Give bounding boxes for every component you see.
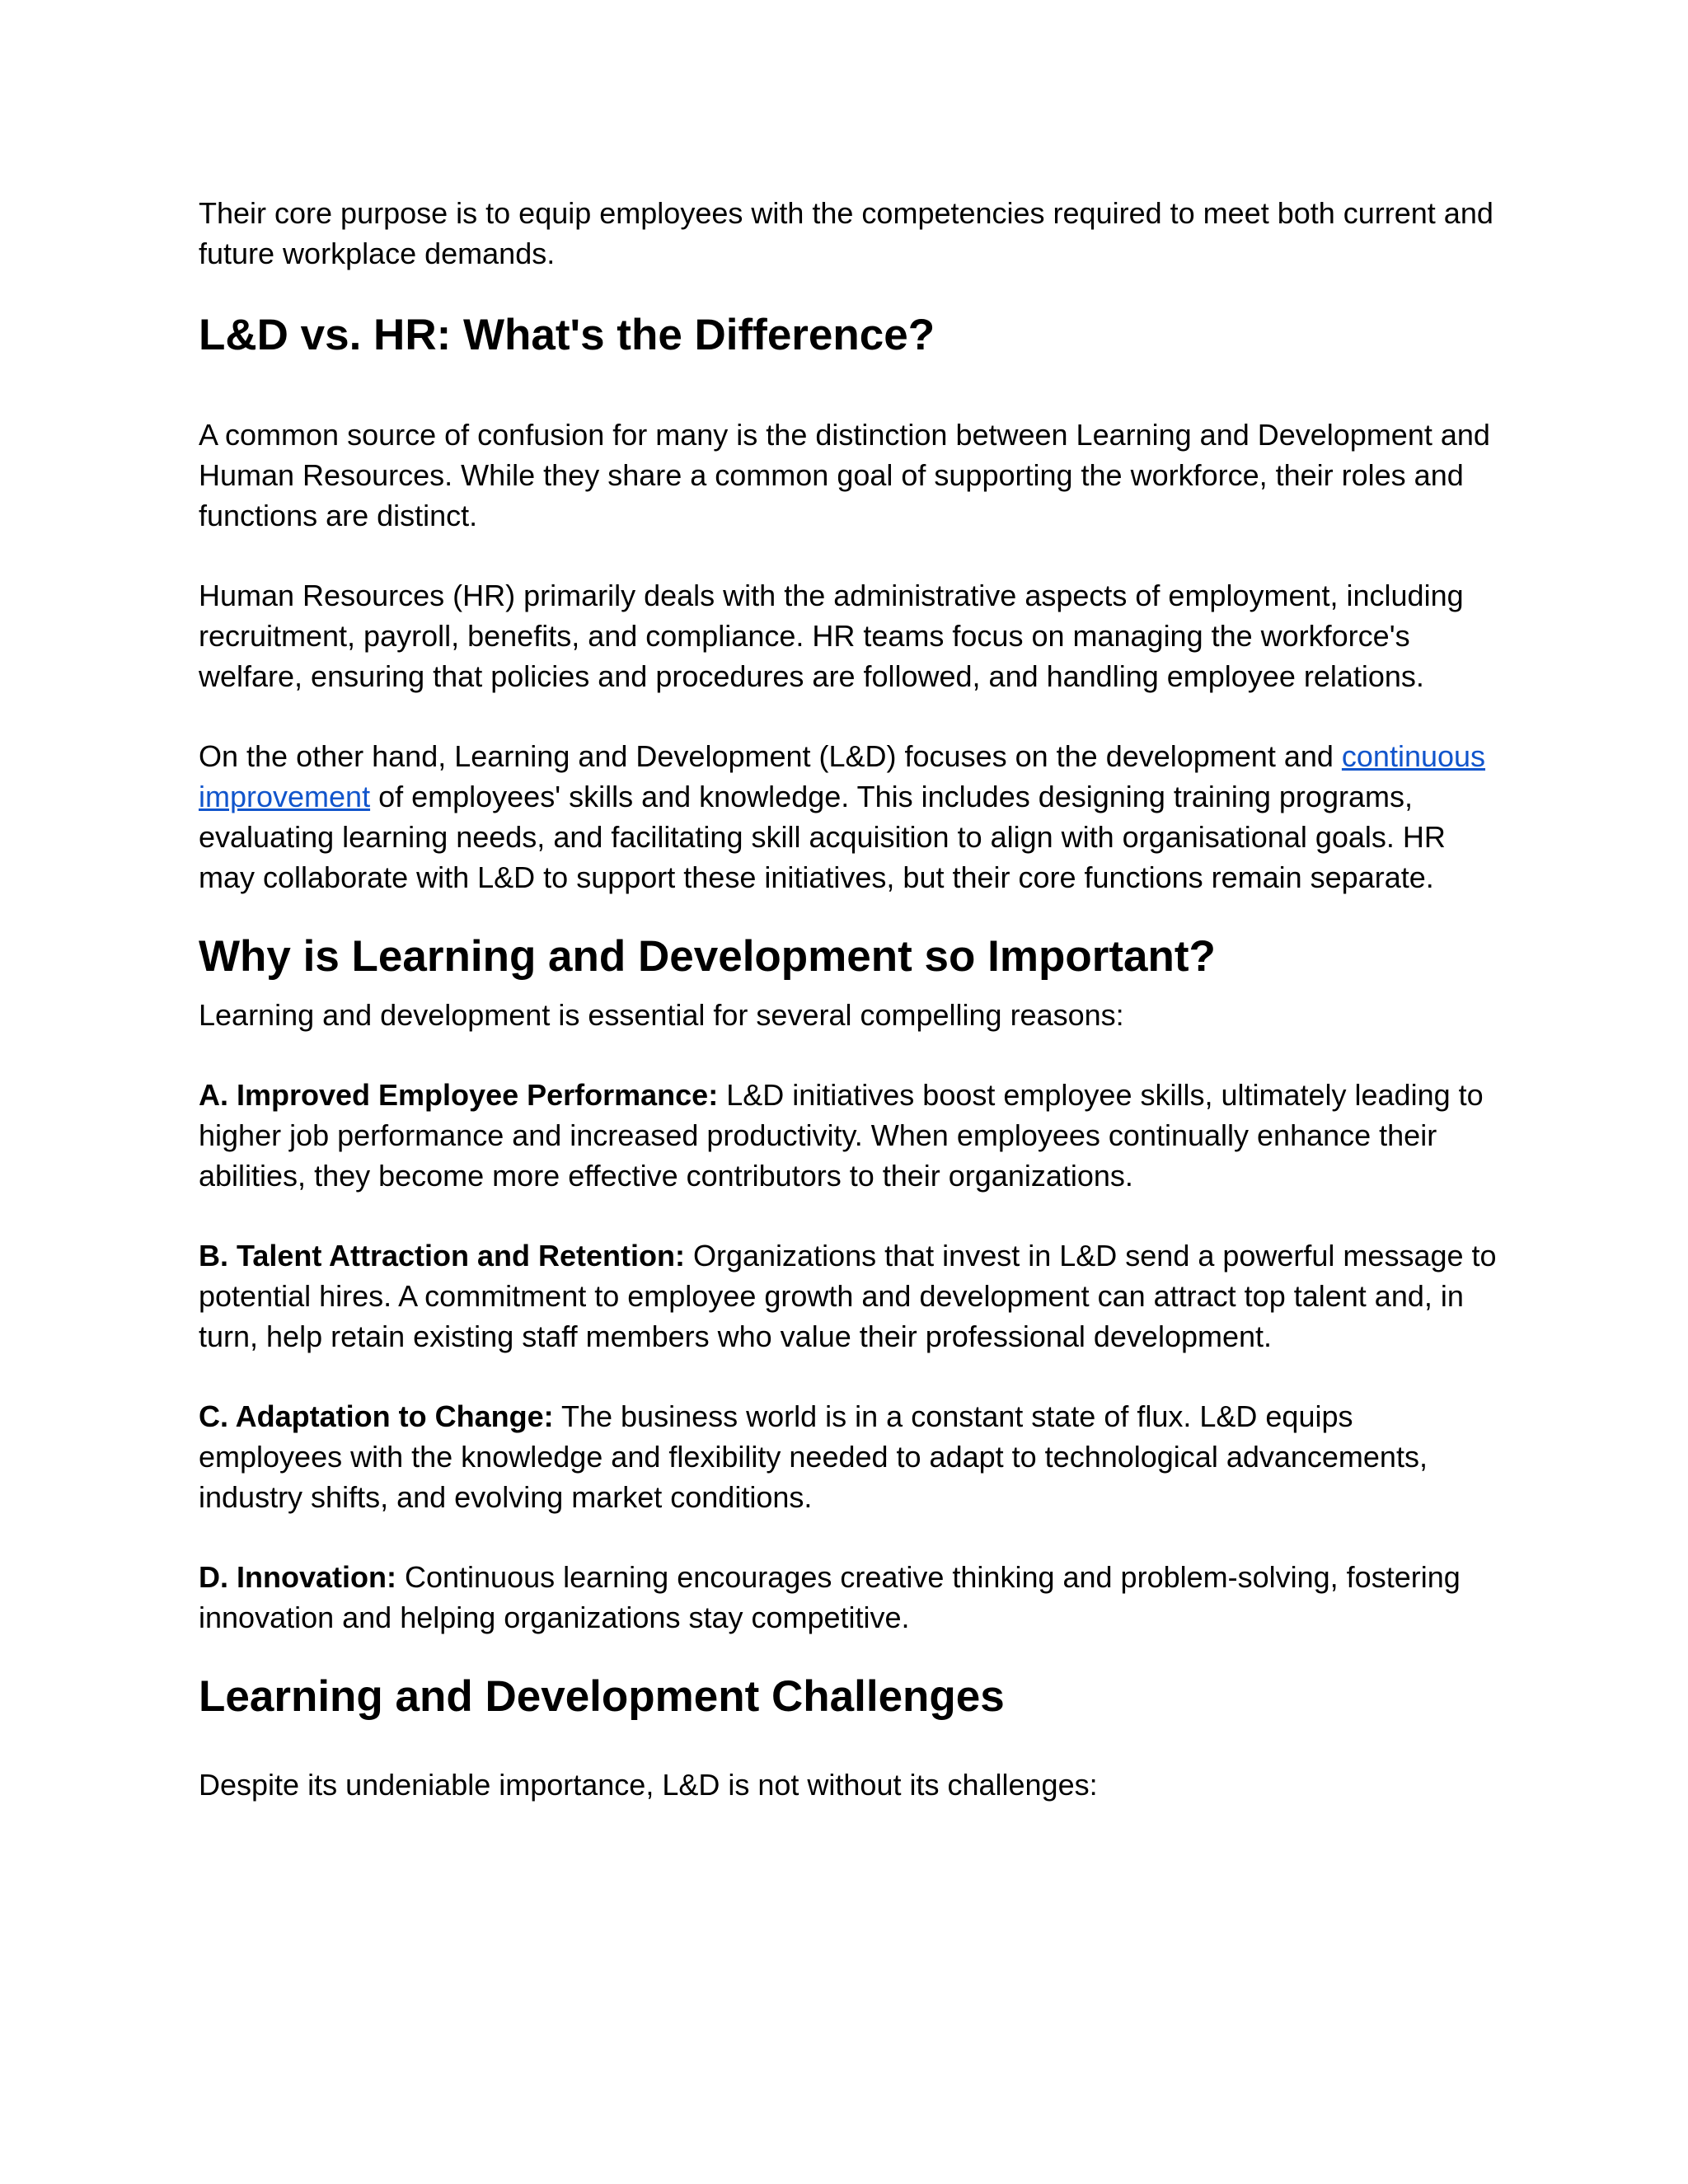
reason-innovation (199, 1557, 1501, 1638)
reason-text: L&D initiatives boost employee skills, ultimately leading to higher job performance and increased productivity. When employees continually enhance their abilities, they become more effective contributors to their organizations. (199, 1078, 1484, 1193)
reason-text: Organizations that invest in L&D send a powerful message to potential hires. A commitment to employee growth and development can attract top talent and, in turn, help retain existing staff members who value their professional development. (199, 1239, 1497, 1353)
reason-text: The business world is in a constant state of flux. L&D equips employees with the knowledge and flexibility needed to adapt to technological advancements, industry shifts, and evolving market conditions. (199, 1399, 1428, 1514)
intro-paragraph: Their core purpose is to equip employees with the competencies required to meet both current and future workplace demands. (199, 196, 1493, 270)
heading-challenges: Learning and Development Challenges (199, 1672, 1005, 1721)
difference-paragraph-3 (199, 736, 1501, 898)
reason-title: D. Innovation: (199, 1560, 396, 1594)
continuous-improvement-link[interactable]: continuous improvement (199, 739, 1486, 813)
difference-paragraph-3-start: On the other hand, Learning and Development (L&D) focuses on the development and (199, 739, 1342, 773)
heading-why-important: Why is Learning and Development so Important? (199, 932, 1216, 981)
reason-talent (199, 1235, 1501, 1357)
why-lead-paragraph: Learning and development is essential for several compelling reasons: (199, 998, 1124, 1032)
heading-difference: L&D vs. HR: What's the Difference? (199, 311, 935, 359)
challenges-lead-paragraph: Despite its undeniable importance, L&D is not without its challenges: (199, 1768, 1098, 1802)
reason-text: Continuous learning encourages creative thinking and problem-solving, fostering innovation and helping organizations stay competitive. (199, 1560, 1461, 1634)
reason-title: A. Improved Employee Performance: (199, 1078, 719, 1112)
reason-title: C. Adaptation to Change: (199, 1399, 554, 1433)
reason-title: B. Talent Attraction and Retention: (199, 1239, 685, 1272)
reason-adaptation (199, 1396, 1501, 1517)
reason-performance (199, 1075, 1501, 1196)
document-body (199, 193, 1501, 1805)
difference-paragraph-3-end: of employees' skills and knowledge. This includes designing training programs, evaluating learning needs, and facilitating skill acquisition to align with organisational goals. HR may collaborate with L&D to support these initiatives, but their core functions remain separate. (199, 780, 1446, 894)
difference-paragraph-1: A common source of confusion for many is the distinction between Learning and Development and Human Resources. While they share a common goal of supporting the workforce, their roles and functions are distinct. (199, 418, 1490, 532)
difference-paragraph-2: Human Resources (HR) primarily deals with the administrative aspects of employment, including recruitment, payroll, benefits, and compliance. HR teams focus on managing the workforce's welfare, ensuring that policies and procedures are followed, and handling employee relations. (199, 579, 1464, 693)
